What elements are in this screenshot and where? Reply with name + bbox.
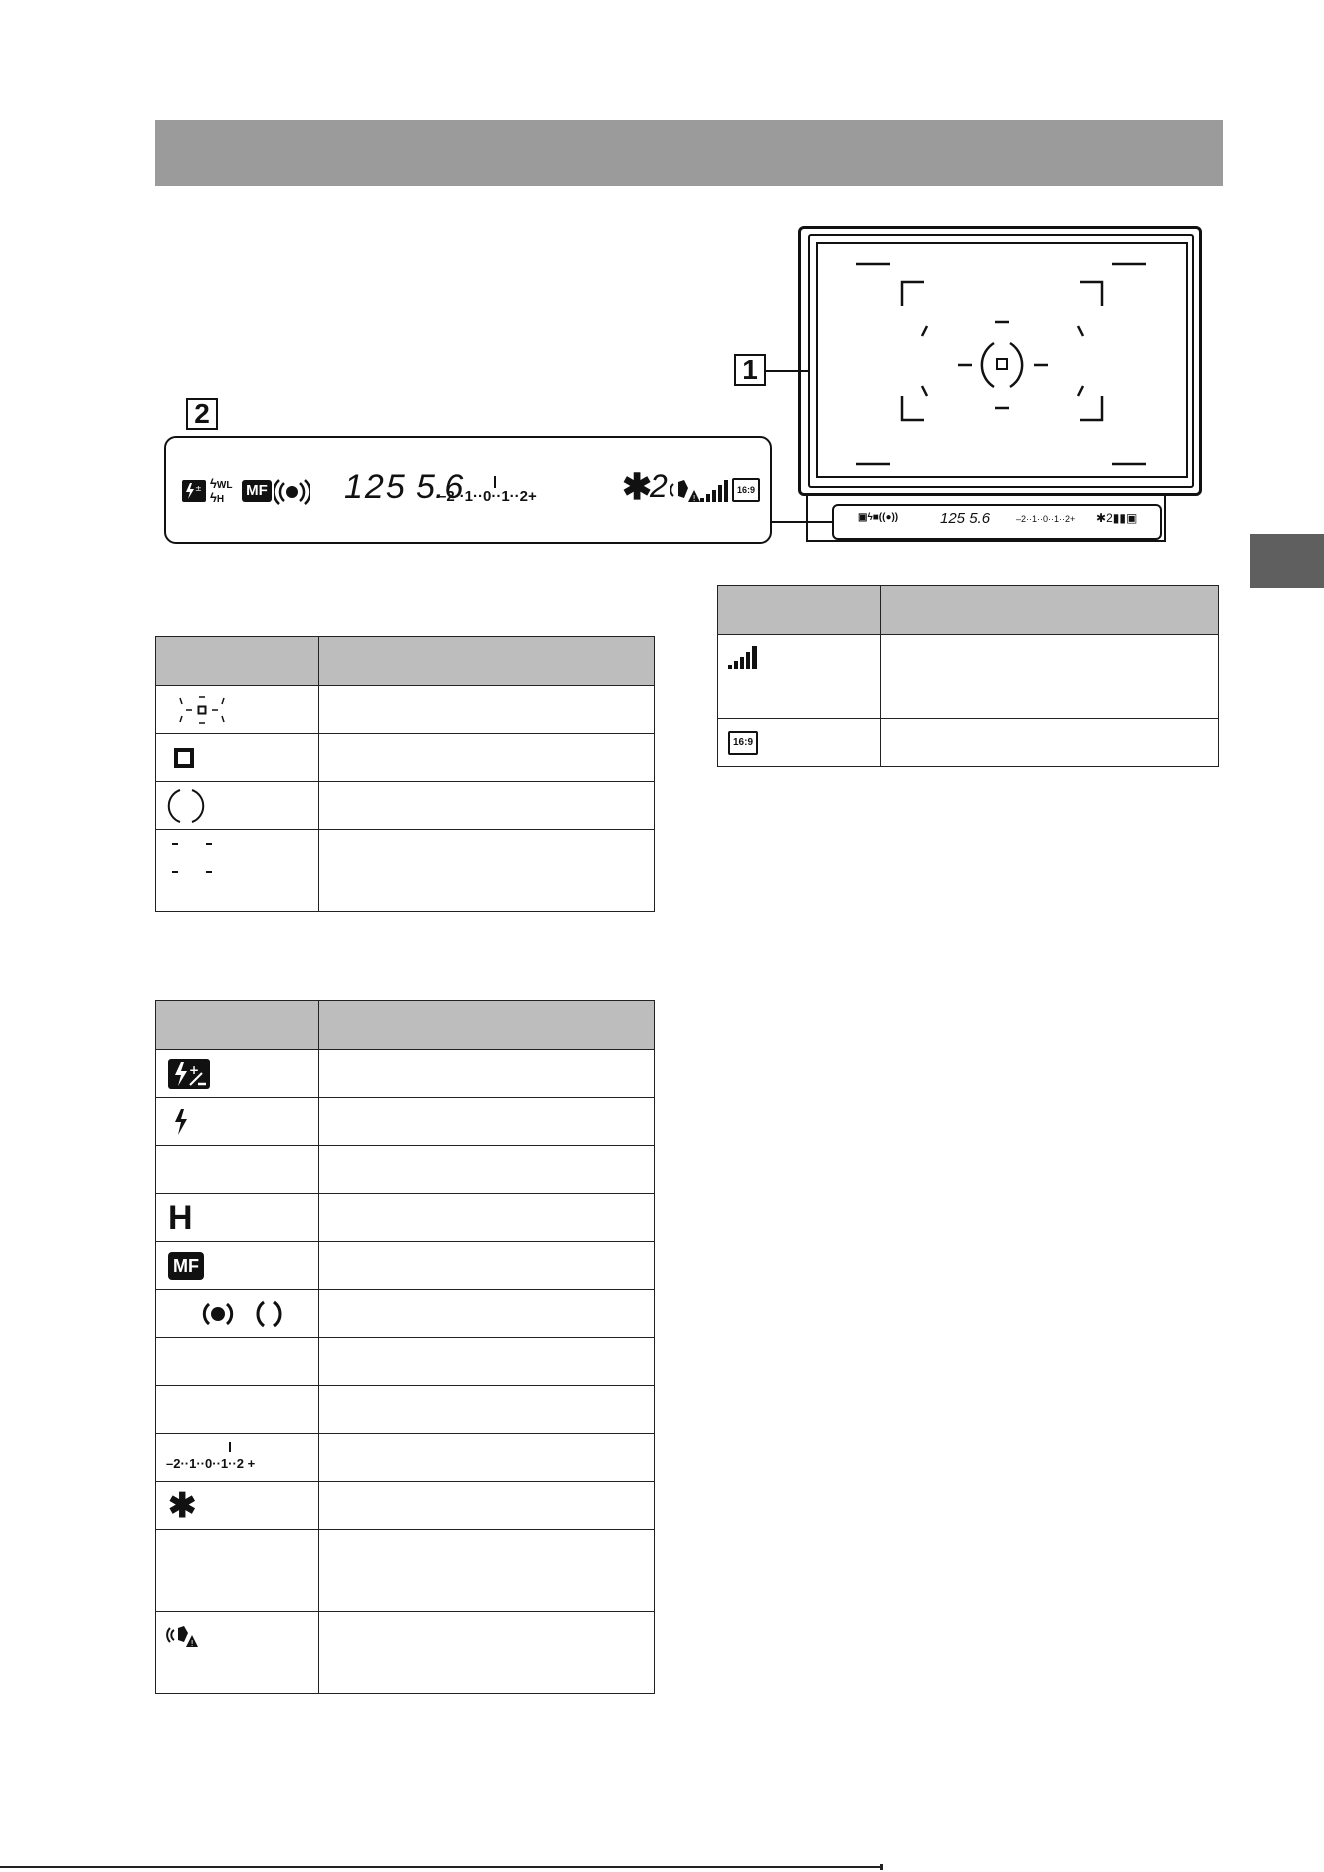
manual-focus-icon: MF bbox=[168, 1252, 204, 1280]
viewfinder-lcd-icons: ▣ϟ■((●)) bbox=[858, 512, 899, 523]
flash-compensation-icon bbox=[168, 1059, 210, 1089]
table-row bbox=[156, 1386, 655, 1434]
table-row bbox=[156, 1242, 655, 1290]
lcd-ael-icon: ✱ bbox=[622, 466, 653, 507]
table-row bbox=[156, 1434, 655, 1482]
ae-lock-icon: ✱ bbox=[168, 1486, 197, 1525]
footer-rule bbox=[0, 1866, 880, 1868]
lcd-mf-icon: MF bbox=[242, 480, 272, 502]
section-header-bar bbox=[155, 120, 1223, 186]
ev-scale-icon: –2··1··0··1··2 + bbox=[166, 1456, 256, 1471]
table-cell-description bbox=[319, 1386, 655, 1434]
table-row bbox=[156, 1530, 655, 1612]
lcd-indicator-table bbox=[155, 1000, 655, 1694]
table-cell-description bbox=[319, 1242, 655, 1290]
flash-charging-icon bbox=[172, 1107, 192, 1137]
table-header-row bbox=[156, 637, 655, 686]
chapter-side-tab bbox=[1250, 534, 1324, 588]
table-cell-description bbox=[319, 1482, 655, 1530]
table-row bbox=[156, 1098, 655, 1146]
table-header-cell bbox=[156, 1001, 319, 1050]
table-header-row bbox=[718, 586, 1219, 635]
viewfinder-lcd-scale: –2··1··0··1··2+ bbox=[1016, 514, 1076, 524]
table-cell-description bbox=[319, 1146, 655, 1194]
callout-label-1: 1 bbox=[734, 354, 766, 386]
spot-metering-area-icon bbox=[172, 746, 196, 770]
lcd-ael-count: 2 bbox=[650, 468, 668, 504]
table-row bbox=[156, 734, 655, 782]
table-cell-description bbox=[319, 686, 655, 734]
table-cell-description bbox=[319, 782, 655, 830]
aspect-ratio-icon: 16:9 bbox=[728, 731, 758, 755]
table-header-cell bbox=[156, 637, 319, 686]
lcd-indicator-table-continued bbox=[717, 585, 1219, 767]
ev-scale-pointer bbox=[229, 1442, 231, 1452]
focus-indicator-icon bbox=[202, 1298, 292, 1330]
viewfinder-lcd-strip bbox=[832, 504, 1162, 540]
table-cell-description bbox=[881, 719, 1219, 767]
viewfinder-focus-marks bbox=[816, 242, 1188, 478]
table-row bbox=[156, 1050, 655, 1098]
lcd-wireless-icon: ϟWL ϟH bbox=[210, 476, 233, 505]
lcd-focus-indicator-icon bbox=[274, 479, 310, 505]
shutter-speed-icon bbox=[156, 1338, 319, 1386]
viewfinder-lcd-right-icons: ✱2▮▮▣ bbox=[1096, 511, 1138, 525]
viewfinder-lcd-shutter: 125 bbox=[940, 510, 966, 527]
lcd-camera-shake-icon bbox=[670, 478, 700, 504]
table-cell-description bbox=[881, 635, 1219, 719]
footer-rule-tick bbox=[880, 1864, 883, 1870]
table-header-cell bbox=[718, 586, 881, 635]
table-cell-description bbox=[319, 1338, 655, 1386]
svg-text:+: + bbox=[189, 1062, 200, 1077]
table-cell-description bbox=[319, 1434, 655, 1482]
table-header-cell bbox=[319, 1001, 655, 1050]
lcd-shutter-speed: 125 bbox=[344, 468, 407, 506]
table-cell-description bbox=[319, 1290, 655, 1338]
lcd-aperture-value: 5.6 bbox=[416, 468, 464, 506]
table-cell-description bbox=[319, 1050, 655, 1098]
table-cell-description bbox=[319, 1194, 655, 1242]
table-row bbox=[156, 830, 655, 912]
camera-shake-warning-icon bbox=[166, 1624, 200, 1648]
table-row bbox=[156, 1612, 655, 1694]
lcd-enlarged-view bbox=[164, 436, 772, 544]
table-row bbox=[718, 635, 1219, 719]
table-row bbox=[156, 686, 655, 734]
svg-text:!: ! bbox=[190, 1639, 194, 1648]
svg-text:±: ± bbox=[195, 484, 202, 493]
table-row bbox=[718, 719, 1219, 767]
lcd-flash-comp-icon bbox=[182, 480, 206, 502]
center-weighted-circle-icon bbox=[166, 786, 206, 826]
callout-label-2: 2 bbox=[186, 398, 218, 430]
table-cell-description bbox=[319, 830, 655, 912]
wireless-flash-icon bbox=[156, 1146, 319, 1194]
focus-area-table bbox=[155, 636, 655, 912]
table-cell-description bbox=[319, 734, 655, 782]
table-cell-description bbox=[319, 1530, 655, 1612]
table-row bbox=[156, 1290, 655, 1338]
panorama-guide-marks-icon bbox=[166, 838, 216, 878]
table-header-cell bbox=[319, 637, 655, 686]
table-cell-description bbox=[319, 1612, 655, 1694]
table-row bbox=[156, 1194, 655, 1242]
table-header-cell bbox=[881, 586, 1219, 635]
viewfinder-lcd-aperture: 5.6 bbox=[969, 510, 991, 527]
lcd-aspect-icon: 16:9 bbox=[732, 478, 760, 502]
table-row bbox=[156, 1146, 655, 1194]
lcd-steadyshot-scale-icon bbox=[700, 480, 728, 504]
viewfinder-lcd-values bbox=[940, 510, 990, 527]
lcd-ev-scale: –2··1··0··1··2+ bbox=[438, 488, 537, 505]
table-row bbox=[156, 1338, 655, 1386]
table-row bbox=[156, 782, 655, 830]
table-row bbox=[156, 1482, 655, 1530]
wide-focus-frame-icon bbox=[166, 692, 238, 728]
high-speed-sync-icon: H bbox=[168, 1198, 193, 1237]
table-header-row bbox=[156, 1001, 655, 1050]
svg-text:!: ! bbox=[692, 494, 696, 503]
shots-remaining-icon bbox=[156, 1530, 319, 1612]
table-cell-description bbox=[319, 1098, 655, 1146]
lcd-scale-pointer bbox=[494, 476, 496, 488]
steadyshot-scale-icon bbox=[728, 645, 760, 671]
aperture-value-icon bbox=[156, 1386, 319, 1434]
